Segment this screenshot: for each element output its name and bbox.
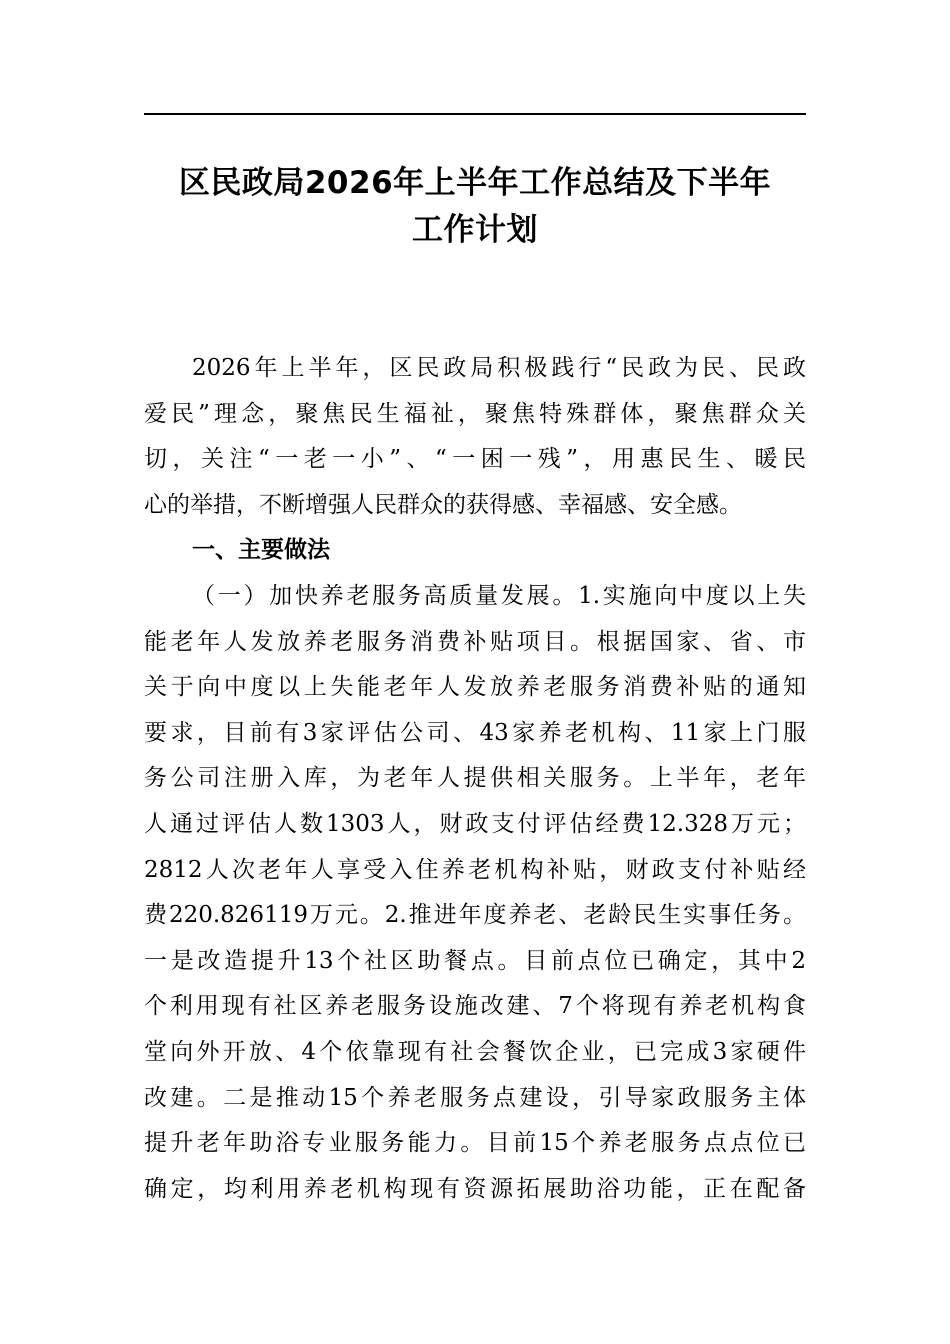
section-line-1: （一）加快养老服务高质量发展。1.实施向中度以上失	[192, 582, 806, 609]
title-line-2: 工作计划	[412, 212, 538, 248]
intro-line-4: 心的举措，不断增强人民群众的获得感、幸福感、安全感。	[144, 491, 742, 518]
section-line-9: 一是改造提升13个社区助餐点。目前点位已确定，其中2	[144, 947, 806, 974]
intro-line-3: 切，关注“一老一小”、“一困一残”，用惠民生、暖民	[144, 446, 806, 473]
section-line-11: 堂向外开放、4个依靠现有社会餐饮企业，已完成3家硬件	[144, 1038, 806, 1065]
section-line-14: 确定，均利用养老机构现有资源拓展助浴功能，正在配备	[144, 1175, 806, 1202]
section-line-13: 提升老年助浴专业服务能力。目前15个养老服务点点位已	[144, 1130, 806, 1157]
intro-line-1: 2026年上半年，区民政局积极践行“民政为民、民政	[192, 355, 806, 381]
document-body	[144, 346, 806, 1212]
section-line-2: 能老年人发放养老服务消费补贴项目。根据国家、省、市	[144, 628, 806, 655]
section-line-8: 费220.826119万元。2.推进年度养老、老龄民生实事任务。	[144, 902, 806, 929]
section-line-3: 关于向中度以上失能老年人发放养老服务消费补贴的通知	[144, 674, 806, 701]
section-line-12: 改建。二是推动15个养老服务点建设，引导家政服务主体	[144, 1084, 806, 1111]
intro-line-2: 爱民”理念，聚焦民生福祉，聚焦特殊群体，聚焦群众关	[144, 400, 806, 427]
section-heading: 一、主要做法	[192, 537, 330, 564]
section-line-10: 个利用现有社区养老服务设施改建、7个将现有养老机构食	[144, 993, 806, 1020]
section-line-5: 务公司注册入库，为老年人提供相关服务。上半年，老年	[144, 765, 806, 792]
title-line-1: 区民政局2026年上半年工作总结及下半年	[178, 165, 772, 201]
section-line-7: 2812人次老年人享受入住养老机构补贴，财政支付补贴经	[144, 856, 806, 883]
document-title	[144, 160, 806, 254]
section-line-6: 人通过评估人数1303人，财政支付评估经费12.328万元；	[144, 810, 806, 837]
section-line-4: 要求，目前有3家评估公司、43家养老机构、11家上门服	[144, 719, 806, 746]
header-rule	[144, 113, 806, 115]
